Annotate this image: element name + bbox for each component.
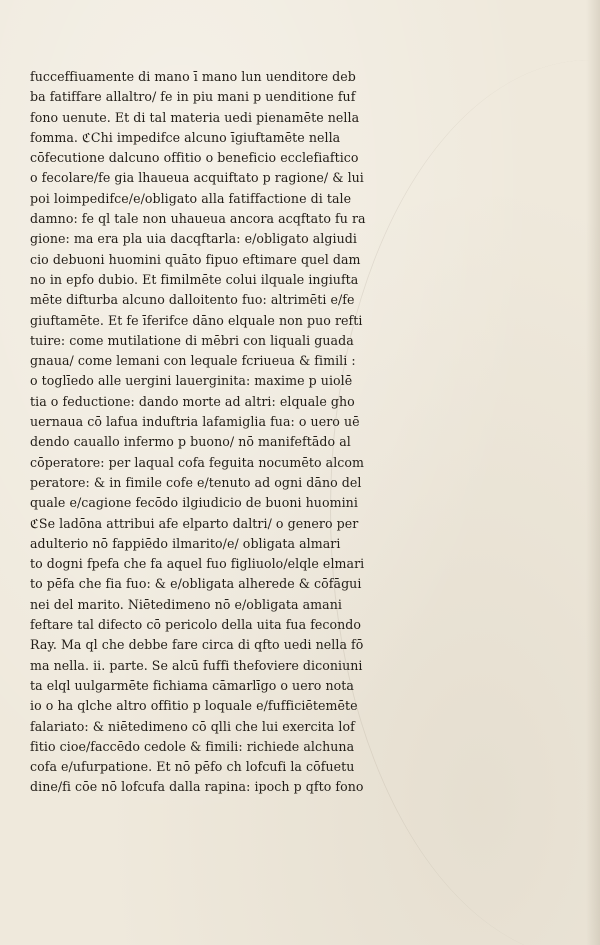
text-line: to dogni fpefa che fa aquel fuo figliuolo/elqle elmari (30, 556, 365, 572)
text-line: ℭSe ladōna attribui afe elparto daltri/ o genero per (30, 515, 359, 531)
text-line: gnaua/ come lemani con lequale fcriueua & fimili : (30, 353, 356, 369)
text-line: cofa e/ufurpatione. Et nō pēfo ch lofcufi la cōfuetu (30, 759, 355, 775)
text-line: o toglīedo alle uergini lauerginita: maxime p uiolē (30, 373, 353, 389)
text-line: uernaua cō lafua induftria lafamiglia fua: o uero uē (30, 414, 360, 430)
text-line: io o ha qlche altro offitio p loquale e/fufficiētemēte (30, 698, 358, 714)
text-line: fucceffiuamente di mano ī mano lun uenditore deb (30, 69, 356, 84)
text-line: to pēfa che fia fuo: & e/obligata alherede & cōfāgui (30, 576, 362, 592)
text-line: poi loimpedifce/e/obligato alla fatiffactione di tale (30, 190, 352, 206)
text-line: adulterio nō fappiēdo ilmarito/e/ obligata almari (30, 535, 341, 551)
text-line: ta elql uulgarmēte fichiama cāmarlīgo o uero nota (30, 677, 354, 693)
text-line: Ray. Ma ql che debbe fare circa di qfto uedi nella fō (30, 637, 364, 653)
text-line: fomma. ℭChi impedifce alcuno īgiuftamēte nella (30, 129, 341, 145)
text-column (30, 67, 450, 798)
text-line: tuire: come mutilatione di mēbri con liquali guada (30, 332, 354, 348)
text-line: peratore: & in fimile cofe e/tenuto ad ogni dāno del (30, 474, 362, 490)
text-line: nei del marito. Niētedimeno nō e/obligata amani (30, 596, 342, 612)
text-line: ma nella. ii. parte. Se alcū fuffi thefoviere diconiuni (30, 657, 363, 673)
text-line: o fecolare/fe gia lhaueua acquiftato p ragione/ & lui (30, 170, 364, 186)
text-line: tia o feductione: dando morte ad altri: elquale gho (30, 393, 355, 409)
text-line: fono uenute. Et di tal materia uedi pienamēte nella (30, 109, 360, 125)
text-line: no in epfo dubio. Et fimilmēte colui ilquale ingiufta (30, 271, 359, 287)
text-line: giuftamēte. Et fe īferifce dāno elquale non puo refti (30, 312, 363, 328)
text-line: dendo cauallo infermo p buono/ nō manifeftādo al (30, 434, 351, 450)
text-line: quale e/cagione fecōdo ilgiudicio de buoni huomini (30, 495, 358, 511)
text-line: feftare tal difecto cō pericolo della uita fua fecondo (30, 617, 362, 633)
text-line: mēte difturba alcuno dalloitento fuo: altrimēti e/fe (30, 292, 355, 308)
text-line: cōfecutione dalcuno offitio o beneficio ecclefiaftico (30, 150, 359, 166)
text-line: cio debuoni huomini quāto fipuo eftimare quel dam (30, 251, 361, 267)
binding-shadow (586, 0, 600, 945)
text-line: cōperatore: per laqual cofa feguita nocumēto alcom (30, 454, 365, 470)
text-line: dine/fi cōe nō lofcufa dalla rapina: ipoch p qfto fono (30, 779, 364, 795)
text-line: gione: ma era pla uia dacqftarla: e/obligato algiudi (30, 231, 357, 247)
text-line: damno: fe ql tale non uhaueua ancora acqftato fu ra (30, 211, 366, 227)
text-line: falariato: & niētedimeno cō qlli che lui exercita lof (30, 718, 355, 734)
text-line: ba fatiffare allaltro/ fe in piu mani p uenditione fuf (30, 89, 356, 105)
text-line: fitio cioe/faccēdo cedole & fimili: richiede alchuna (30, 738, 355, 754)
